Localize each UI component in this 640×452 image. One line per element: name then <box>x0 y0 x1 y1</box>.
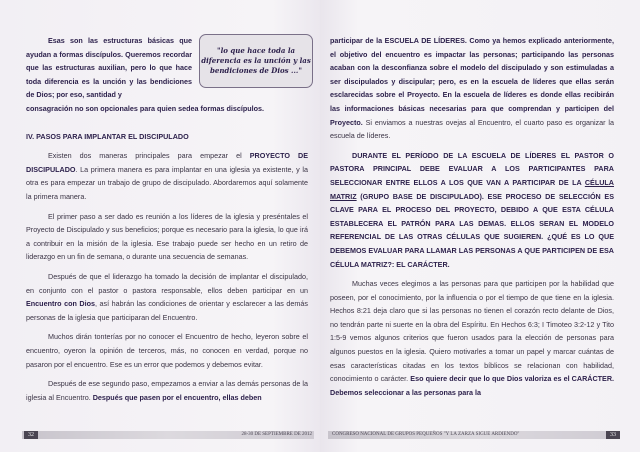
r2-text-end: (GRUPO BASE DE DISCIPULADO). ESE PROCESO DE SELECCIÓN ES CLAVE PARA EL PROCESO DEL PROYECTO, DEBIDO A QUE ESTA CÉLULA ESTABLECERA EL PATRÓN PARA LAS DEMAS. ELLOS SERAN EL MODELO REFERENCIAL DE LAS OTRAS CÉLULAS QUE SUGIEREN. ¿QUÉ ES LO QUE DEBEMOS EVALUAR PARA LLAMAR LAS PERSONAS A QUE PARTICIPEN DE ESA CÉLULA MATRIZ?: EL CARÁCTER. <box>330 191 614 269</box>
paragraph-r3 <box>330 277 614 399</box>
section-heading: IV. PASOS PARA IMPLANTAR EL DISCIPULADO <box>26 131 189 141</box>
paragraph-4: Muchos dirán tonterías por no conocer el Encuentro de hecho, leyeron sobre el encuentro, oyeron la opinión de terceros, más, no conocen en verdad, porque no pasaron por el encuentro. Ese es un error que podemos y debemos evitar. <box>26 332 308 369</box>
p5-text: Después de ese segundo paso, empezamos a enviar a las demás personas de la iglesia al Encuentro. <box>26 379 308 402</box>
paragraph-5 <box>26 377 308 404</box>
p3-text: Después de que el liderazgo ha tomado la decisión de implantar el discipulado, en conjunto con el pastor o pastora responsable, ellos deben participar en un <box>26 271 308 295</box>
p1-text-end: . La primera manera es para implantar en una iglesia ya existente, y la otra es para empezar un trabajo de grupo de discipulado. Abordaremos aquí solamente la primera manera. <box>26 164 308 201</box>
intro-text: Esas son las estructuras básicas que ayudan a formas discípulos. Queremos recordar que las estructuras auxilian, pero lo que hace toda diferencia es la unción y las bendiciones de Dios; por eso, santidad y <box>26 36 192 100</box>
intro-paragraph <box>26 34 192 102</box>
r3-bold: Eso quiere decir que lo que Dios valoriza es el CARÁCTER. Debemos seleccionar a las personas para la <box>330 374 615 397</box>
page-number: 33 <box>606 431 620 439</box>
footer-congress: CONGRESO NACIONAL DE GRUPOS PEQUEÑOS "Y LA ZARZA SIGUE ARDIENDO" <box>332 432 520 437</box>
r2-underlined: CÉLULA MATRIZ <box>330 177 614 201</box>
paragraph-r1 <box>330 34 614 143</box>
right-page <box>320 0 640 452</box>
p1-bold: PROYECTO DE DISCIPULADO <box>26 151 309 174</box>
quote-text: "lo que hace toda la diferencia es la unción y las bendiciones de Dios ..." <box>201 46 311 75</box>
r2-text: DURANTE EL PERÍODO DE LA ESCUELA DE LÍDERES EL PASTOR O PASTORA PRINCIPAL DEBE EVALUAR A LOS PARTICIPANTES PARA SELECCIONAR ENTRE ELLOS A LOS QUE VAN A PARTICIPAR DE LA <box>330 150 614 187</box>
p1-text: Existen dos maneras principales para empezar el <box>48 151 250 161</box>
paragraph-2: El primer paso a ser dado es reunión a los líderes de la iglesia y preséntales el Proyecto de Discipulado y sus beneficios; porque es necesario para la iglesia, lo que irá a contribuir en la misión de la iglesia. Ese trabajo puede ser hecho en un retiro de liderazgo en un fin de semana, o durante una secuencia de semanas. <box>26 211 308 262</box>
page-number: 32 <box>24 431 38 439</box>
paragraph-3 <box>26 270 308 324</box>
footer-date: 28-30 DE SEPTIEMBRE DE 2012 <box>241 432 312 437</box>
intro-continuation: consagración no son opcionales para quien sedea formas discípulos. <box>26 104 265 113</box>
p3-bold: Encuentro con Dios <box>26 299 95 309</box>
right-body <box>330 34 614 405</box>
p5-bold: Después que pasen por el encuentro, ellas deben <box>92 392 262 402</box>
r3-text: Muchas veces elegimos a las personas para que participen por la habilidad que poseen, por el conocimiento, por la influencia o por el tiempo de que tiene en la iglesia. Hechos 8:21 deja claro que si las personas no tienen el corazón recto delante de Dios, no tendrán parte ni suerte en la obra del Espíritu. En Hechos 6:3; I Timoteo 3:2-12 y Tito 1:5-9 vemos algunos criterios que fueron usados para la elección de personas para algunos puestos en la iglesia. Quiero motivarles a tomar un papel y marcar cuántas de esas características citadas en los textos bíblicos se relacionan con habilidad, conocimiento o carácter. <box>330 279 614 384</box>
r1-bold: participar de la ESCUELA DE LÍDERES. Como ya hemos explicado anteriormente, el objetivo del encuentro es impactar las personas; participando las personas acaban con la desconfianza sobre el modelo del discipulado y son estimuladas a ser discipulados y discipular; pero, es en la escuela de líderes que ellas serán esclarecidas sobre el Proyecto. En la escuela de líderes es donde ellas recibirán las informaciones básicas necesarias para que comprendan y participen del Proyecto. <box>330 36 614 127</box>
paragraph-r2 <box>330 149 614 271</box>
left-body <box>26 102 308 410</box>
quote-callout <box>199 34 313 88</box>
r1-text: Si enviamos a nuestras ovejas al Encuentro, el cuarto paso es organizar la escuela de líderes. <box>330 117 614 141</box>
paragraph-1 <box>26 149 308 203</box>
p3-text-end: , así habrán las condiciones de orientar y esclarecer a las demás personas de la iglesia que participaran del Encuentro. <box>26 299 309 322</box>
